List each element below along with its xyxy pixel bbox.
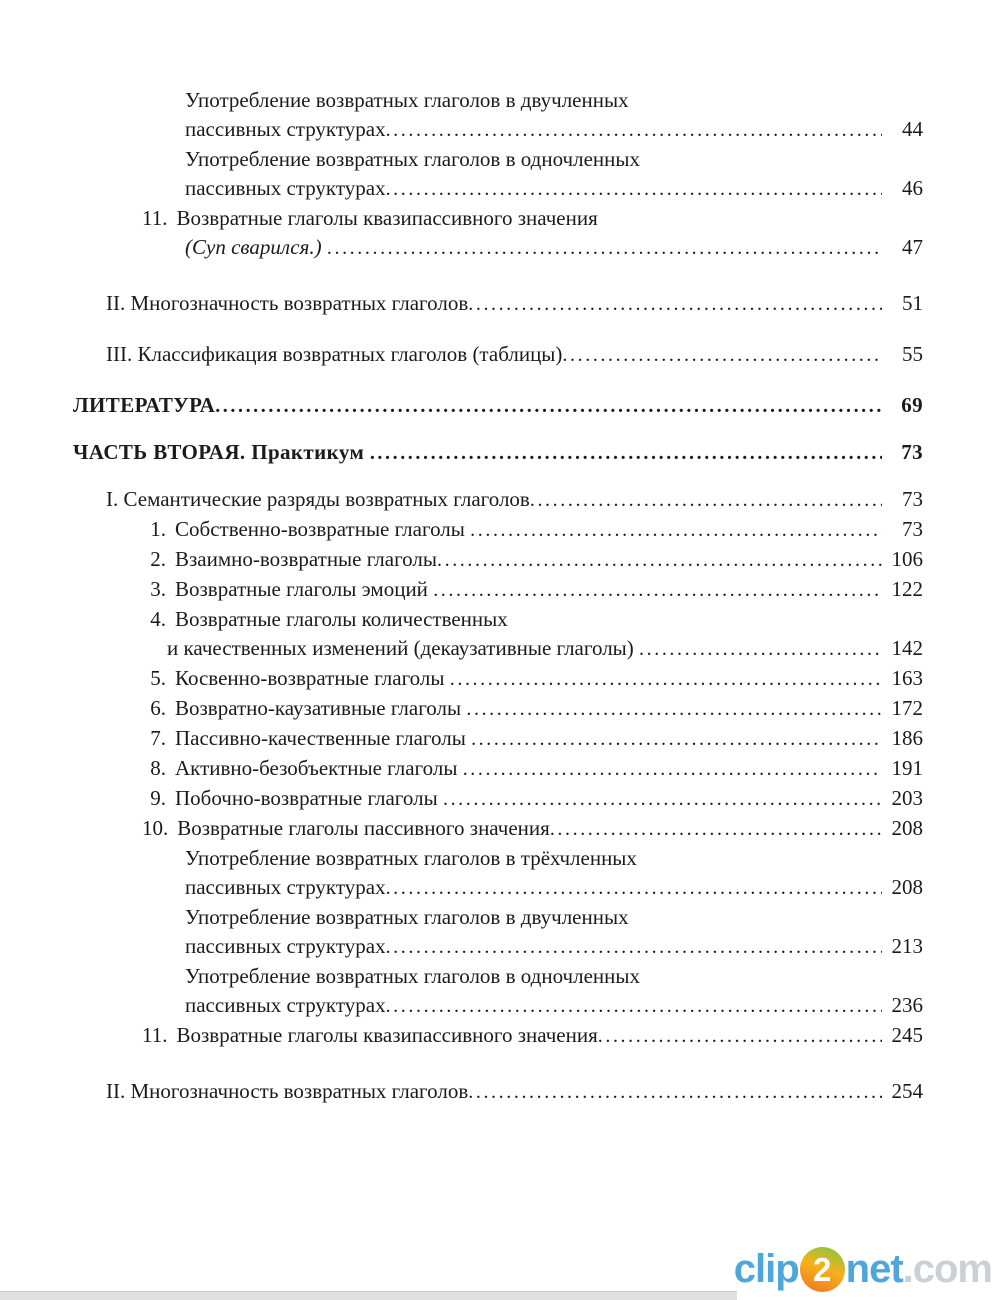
toc-entry-page: 163 — [891, 666, 923, 690]
toc-entry-page: 191 — [891, 756, 923, 780]
toc-entry — [73, 634, 923, 664]
toc — [73, 86, 923, 1107]
watermark-clip-text: clip — [733, 1247, 799, 1291]
toc-entry — [73, 1077, 923, 1107]
dot-leader — [562, 340, 882, 370]
toc-entry-title: Употребление возвратных глаголов в одночленных — [185, 964, 640, 988]
dot-leader — [443, 784, 882, 814]
toc-entry — [73, 545, 923, 575]
toc-entry-title: Употребление возвратных глаголов в двучленных — [185, 88, 629, 112]
toc-entry-title: Взаимно-возвратные глаголы — [175, 547, 437, 571]
toc-entry-title: II. Многозначность возвратных глаголов — [106, 1079, 469, 1103]
toc-entry-title: пассивных структурах — [185, 176, 386, 200]
toc-entry-title: Возвратно-каузативные глаголы — [175, 696, 467, 720]
dot-leader — [433, 575, 882, 605]
toc-entry-title: Употребление возвратных глаголов в одночленных — [185, 147, 640, 171]
toc-entry-title: ЧАСТЬ ВТОРАЯ. Практикум — [73, 440, 370, 464]
toc-entry-page: 122 — [891, 577, 923, 601]
toc-entry-title: Возвратные глаголы эмоций — [175, 577, 434, 601]
toc-entry-title: ЛИТЕРАТУРА — [73, 393, 216, 417]
toc-entry — [73, 844, 923, 873]
toc-entry — [73, 515, 923, 545]
dot-leader — [468, 1077, 882, 1107]
toc-entry — [73, 962, 923, 991]
toc-entry-page: 213 — [891, 934, 923, 958]
toc-entry — [73, 991, 923, 1021]
toc-entry-number: 8. — [150, 756, 166, 780]
toc-entry — [73, 664, 923, 694]
toc-entry-number: 1. — [150, 517, 166, 541]
toc-entry — [73, 145, 923, 174]
toc-entry — [73, 174, 923, 204]
toc-entry-number: 10. — [142, 816, 169, 840]
clip2net-watermark — [734, 1247, 992, 1292]
dot-leader — [370, 438, 882, 468]
watermark-2-badge — [800, 1247, 845, 1292]
toc-entry-number: 3. — [150, 577, 166, 601]
toc-entry — [73, 903, 923, 932]
dot-leader — [450, 664, 882, 694]
dot-leader — [470, 515, 882, 545]
toc-entry — [73, 724, 923, 754]
toc-entry-title: I. Семантические разряды возвратных глаголов — [106, 487, 530, 511]
toc-entry — [73, 485, 923, 515]
toc-entry-title: Активно-безобъектные глаголы — [175, 756, 463, 780]
toc-entry — [73, 784, 923, 814]
toc-entry — [73, 814, 923, 844]
toc-entry-number: 11. — [142, 1023, 168, 1047]
toc-entry-page: 73 — [901, 440, 923, 464]
dot-leader — [468, 289, 882, 319]
dot-leader — [598, 1021, 882, 1051]
toc-entry-page: 142 — [891, 636, 923, 660]
toc-entry — [73, 340, 923, 370]
toc-entry — [73, 1021, 923, 1051]
toc-entry — [73, 233, 923, 263]
toc-entry-page: 73 — [902, 487, 923, 511]
toc-entry — [73, 932, 923, 962]
dot-leader — [327, 233, 882, 263]
dot-leader — [386, 873, 882, 903]
toc-entry — [73, 873, 923, 903]
toc-entry-title: II. Многозначность возвратных глаголов — [106, 291, 469, 315]
dot-leader — [639, 634, 882, 664]
toc-entry-title: Употребление возвратных глаголов в трёхчленных — [185, 846, 637, 870]
dot-leader — [471, 724, 882, 754]
toc-entry-page: 46 — [902, 176, 923, 200]
toc-entry-title: Употребление возвратных глаголов в двучленных — [185, 905, 629, 929]
watermark-2-text: 2 — [812, 1250, 832, 1288]
toc-entry-page: 254 — [891, 1079, 923, 1103]
toc-entry-title: Косвенно-возвратные глаголы — [175, 666, 450, 690]
watermark-net-text: net — [845, 1247, 903, 1291]
toc-entry-title: Возвратные глаголы квазипассивного значения — [176, 1023, 598, 1047]
toc-entry-page: 172 — [891, 696, 923, 720]
toc-entry — [73, 605, 923, 634]
toc-entry-title: Пассивно-качественные глаголы — [175, 726, 472, 750]
toc-entry-page: 208 — [891, 875, 923, 899]
toc-entry — [73, 694, 923, 724]
dot-leader — [386, 932, 882, 962]
toc-entry-title: пассивных структурах — [185, 117, 386, 141]
toc-entry-number: 2. — [150, 547, 166, 571]
toc-entry — [73, 391, 923, 421]
toc-entry-page: 245 — [891, 1023, 923, 1047]
dot-leader — [463, 754, 882, 784]
toc-entry-title: III. Классификация возвратных глаголов (таблицы) — [106, 342, 563, 366]
toc-entry-page: 51 — [902, 291, 923, 315]
toc-entry-page: 47 — [902, 235, 923, 259]
toc-entry-title: пассивных структурах — [185, 934, 386, 958]
toc-entry — [73, 204, 923, 233]
toc-entry-title: Возвратные глаголы квазипассивного значения — [176, 206, 598, 230]
toc-entry-title: пассивных структурах — [185, 875, 386, 899]
toc-entry-page: 69 — [901, 393, 923, 417]
dot-leader — [386, 174, 882, 204]
toc-entry — [73, 438, 923, 468]
dot-leader — [530, 485, 882, 515]
toc-entry-number: 11. — [142, 206, 168, 230]
toc-entry-title: пассивных структурах — [185, 993, 386, 1017]
toc-entry — [73, 754, 923, 784]
toc-entry-title: Возвратные глаголы пассивного значения — [177, 816, 550, 840]
toc-entry-page: 186 — [891, 726, 923, 750]
dot-leader — [550, 814, 882, 844]
toc-entry-title: (Суп сварился.) — [185, 235, 327, 259]
toc-entry-title: и качественных изменений (декаузативные глаголы) — [167, 636, 640, 660]
toc-entry-title: Побочно-возвратные глаголы — [175, 786, 443, 810]
horizontal-scrollbar[interactable] — [0, 1291, 737, 1300]
toc-entry-page: 203 — [891, 786, 923, 810]
toc-entry-number: 6. — [150, 696, 166, 720]
toc-entry-page: 55 — [902, 342, 923, 366]
dot-leader — [466, 694, 882, 724]
toc-entry-number: 4. — [150, 607, 166, 631]
toc-entry-page: 106 — [891, 547, 923, 571]
toc-entry — [73, 115, 923, 145]
dot-leader — [215, 391, 882, 421]
toc-entry-number: 7. — [150, 726, 166, 750]
dot-leader — [386, 115, 882, 145]
toc-entry-page: 73 — [902, 517, 923, 541]
dot-leader — [386, 991, 882, 1021]
dot-leader — [437, 545, 882, 575]
toc-entry — [73, 575, 923, 605]
toc-entry — [73, 289, 923, 319]
toc-entry-page: 236 — [891, 993, 923, 1017]
toc-entry — [73, 86, 923, 115]
toc-entry-page: 44 — [902, 117, 923, 141]
toc-entry-page: 208 — [891, 816, 923, 840]
toc-entry-title: Возвратные глаголы количественных — [175, 607, 508, 631]
watermark-com-text: .com — [902, 1247, 992, 1291]
toc-entry-number: 5. — [150, 666, 166, 690]
toc-entry-number: 9. — [150, 786, 166, 810]
toc-entry-title: Собственно-возвратные глаголы — [175, 517, 471, 541]
